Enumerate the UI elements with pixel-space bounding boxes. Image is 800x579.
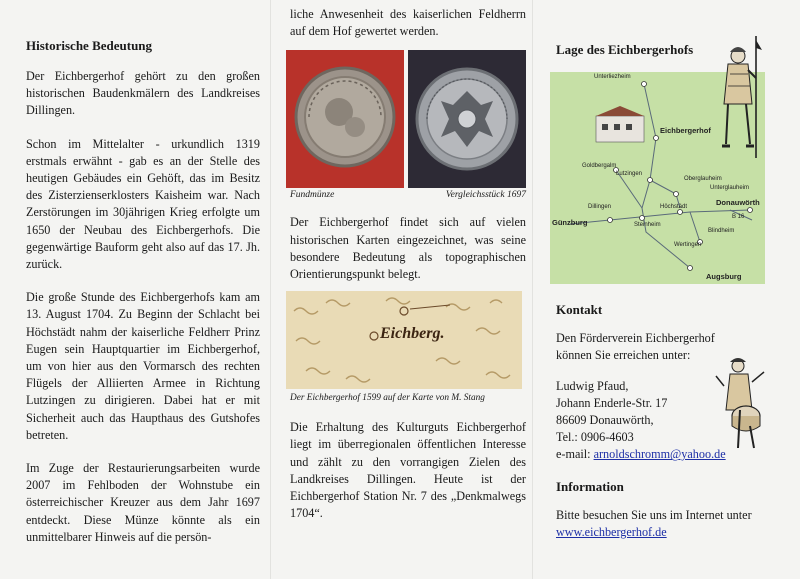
map-label-wertingen: Wertingen: [674, 242, 702, 248]
paragraph-continuation: liche Anwesenheit des kaiserlichen Feldherrn auf dem Hof gewertet werden.: [290, 7, 526, 39]
map-label-goldbergalm: Goldbergalm: [582, 163, 617, 169]
paragraph-mittelalter: Schon im Mittelalter - urkundlich 1319 erstmals erwähnt - gab es an der Stelle des heutigen Gebäudes ein Gehöft, das im Besitz des Zisterzienserklosters Kaisheim war. Nach Zerstörungen im 30jährigen Krieg erfolgte um 1650 der Neubau des Eichbergerhofs. Die gegenwärtige Bauform geht also auf das 17. Jh. zurück.: [26, 136, 260, 272]
map-label-blindheim: Blindheim: [708, 228, 735, 234]
found-coin-image: [289, 57, 401, 181]
heading-historische-bedeutung: Historische Bedeutung: [26, 38, 153, 53]
caption-historic-map: Der Eichbergerhof 1599 auf der Karte von M. Stang: [290, 393, 485, 404]
drummer-illustration: [710, 356, 772, 452]
map-label-steinheim: Steinheim: [634, 222, 661, 228]
paragraph-historische-karten: Der Eichbergerhof findet sich auf vielen historischen Karten eingezeichnet, was seine besondere Bedeutung als topographischen Orientierungspunkt belegt.: [290, 215, 526, 282]
contact-intro: Den Förderverein Eichbergerhof können Sie erreichen unter:: [556, 331, 715, 363]
map-label-dillingen: Dillingen: [588, 204, 612, 210]
historic-map-label: Eichberg.: [380, 325, 445, 343]
map-label-unterglauheim: Unterglauheim: [710, 185, 750, 191]
map-label-hoechstaedt: Höchstädt: [660, 204, 688, 210]
email-label: e-mail:: [556, 447, 591, 462]
historic-map-1599: [286, 291, 522, 389]
caption-vergleichsstueck: Vergleichsstück 1697: [445, 190, 526, 201]
map-label-eichbergerhof: Eichbergerhof: [660, 126, 711, 135]
paragraph-kulturgut: Die Erhaltung des Kulturguts Eichbergerhof liegt im überregionalen öffentlichen Interesse und zählt zu den vorrangigen Zielen des Landkreises Dillingen. Heute ist der Eichbergerhof Station Nr. 7 des „Denkmalwegs 1704“.: [290, 420, 526, 521]
caption-fundmuenze: Fundmünze: [290, 190, 335, 201]
contact-name: Ludwig Pfaud,: [556, 379, 629, 394]
paragraph-intro: Der Eichbergerhof gehört zu den großen historischen Baudenkmälern des Landkreises Dillingen.: [26, 69, 260, 118]
heading-kontakt: Kontakt: [556, 302, 603, 317]
map-label-b16: B 16: [732, 214, 745, 220]
website-link[interactable]: www.eichbergerhof.de: [556, 525, 667, 540]
contact-phone: Tel.: 0906-4603: [556, 430, 634, 445]
map-label-donauwoerth: Donauwörth: [716, 198, 760, 207]
coin-photo-comparison: [408, 50, 526, 188]
map-label-guenzburg: Günzburg: [552, 218, 588, 227]
map-label-oberglauheim: Oberglauheim: [684, 176, 722, 182]
coin-photos: [286, 50, 526, 188]
comparison-coin-image: [411, 57, 523, 181]
column-historische-bedeutung: [0, 0, 270, 579]
coin-photo-found: [286, 50, 404, 188]
column-lage-kontakt: [532, 0, 800, 579]
coin-captions: [290, 190, 526, 200]
map-label-lutzingen: Lutzingen: [616, 171, 643, 177]
email-link[interactable]: arnoldschromm@yahoo.de: [593, 447, 726, 462]
info-text: Bitte besuchen Sie uns im Internet unter: [556, 508, 752, 523]
paragraph-1704: Die große Stunde des Eichbergerhofs kam am 13. August 1704. Zu Beginn der Schlacht bei Höchstädt nahm der kaiserliche Feldherr Prinz Eugen sein Hauptquartier im Eichbergerhof, um von hier aus den Vormarsch des rechten Flügels der Alliierten Armee in Richtung Lutzingen zu dirigieren. Dabei hat er mit Sicherheit auch das Haupthaus des Gutshofes betreten.: [26, 290, 260, 442]
map-label-augsburg: Augsburg: [706, 272, 742, 281]
heading-information: Information: [556, 479, 624, 495]
halberdier-illustration: [716, 34, 782, 160]
column-coins-and-map: [270, 0, 532, 579]
heading-lage: Lage des Eichbergerhofs: [556, 42, 694, 57]
map-label-unterliezheim: Unterliezheim: [594, 74, 631, 80]
contact-city: 86609 Donauwörth,: [556, 413, 654, 428]
paragraph-restaurierung: Im Zuge der Restaurierungsarbeiten wurde 2007 im Fehlboden der Wohnstube ein österreichischer Kreuzer aus dem Jahr 1697 entdeckt. Diese Münze könnte als ein unmittelbarer Hinweis auf die persön-: [26, 461, 260, 544]
contact-street: Johann Enderle-Str. 17: [556, 396, 668, 411]
